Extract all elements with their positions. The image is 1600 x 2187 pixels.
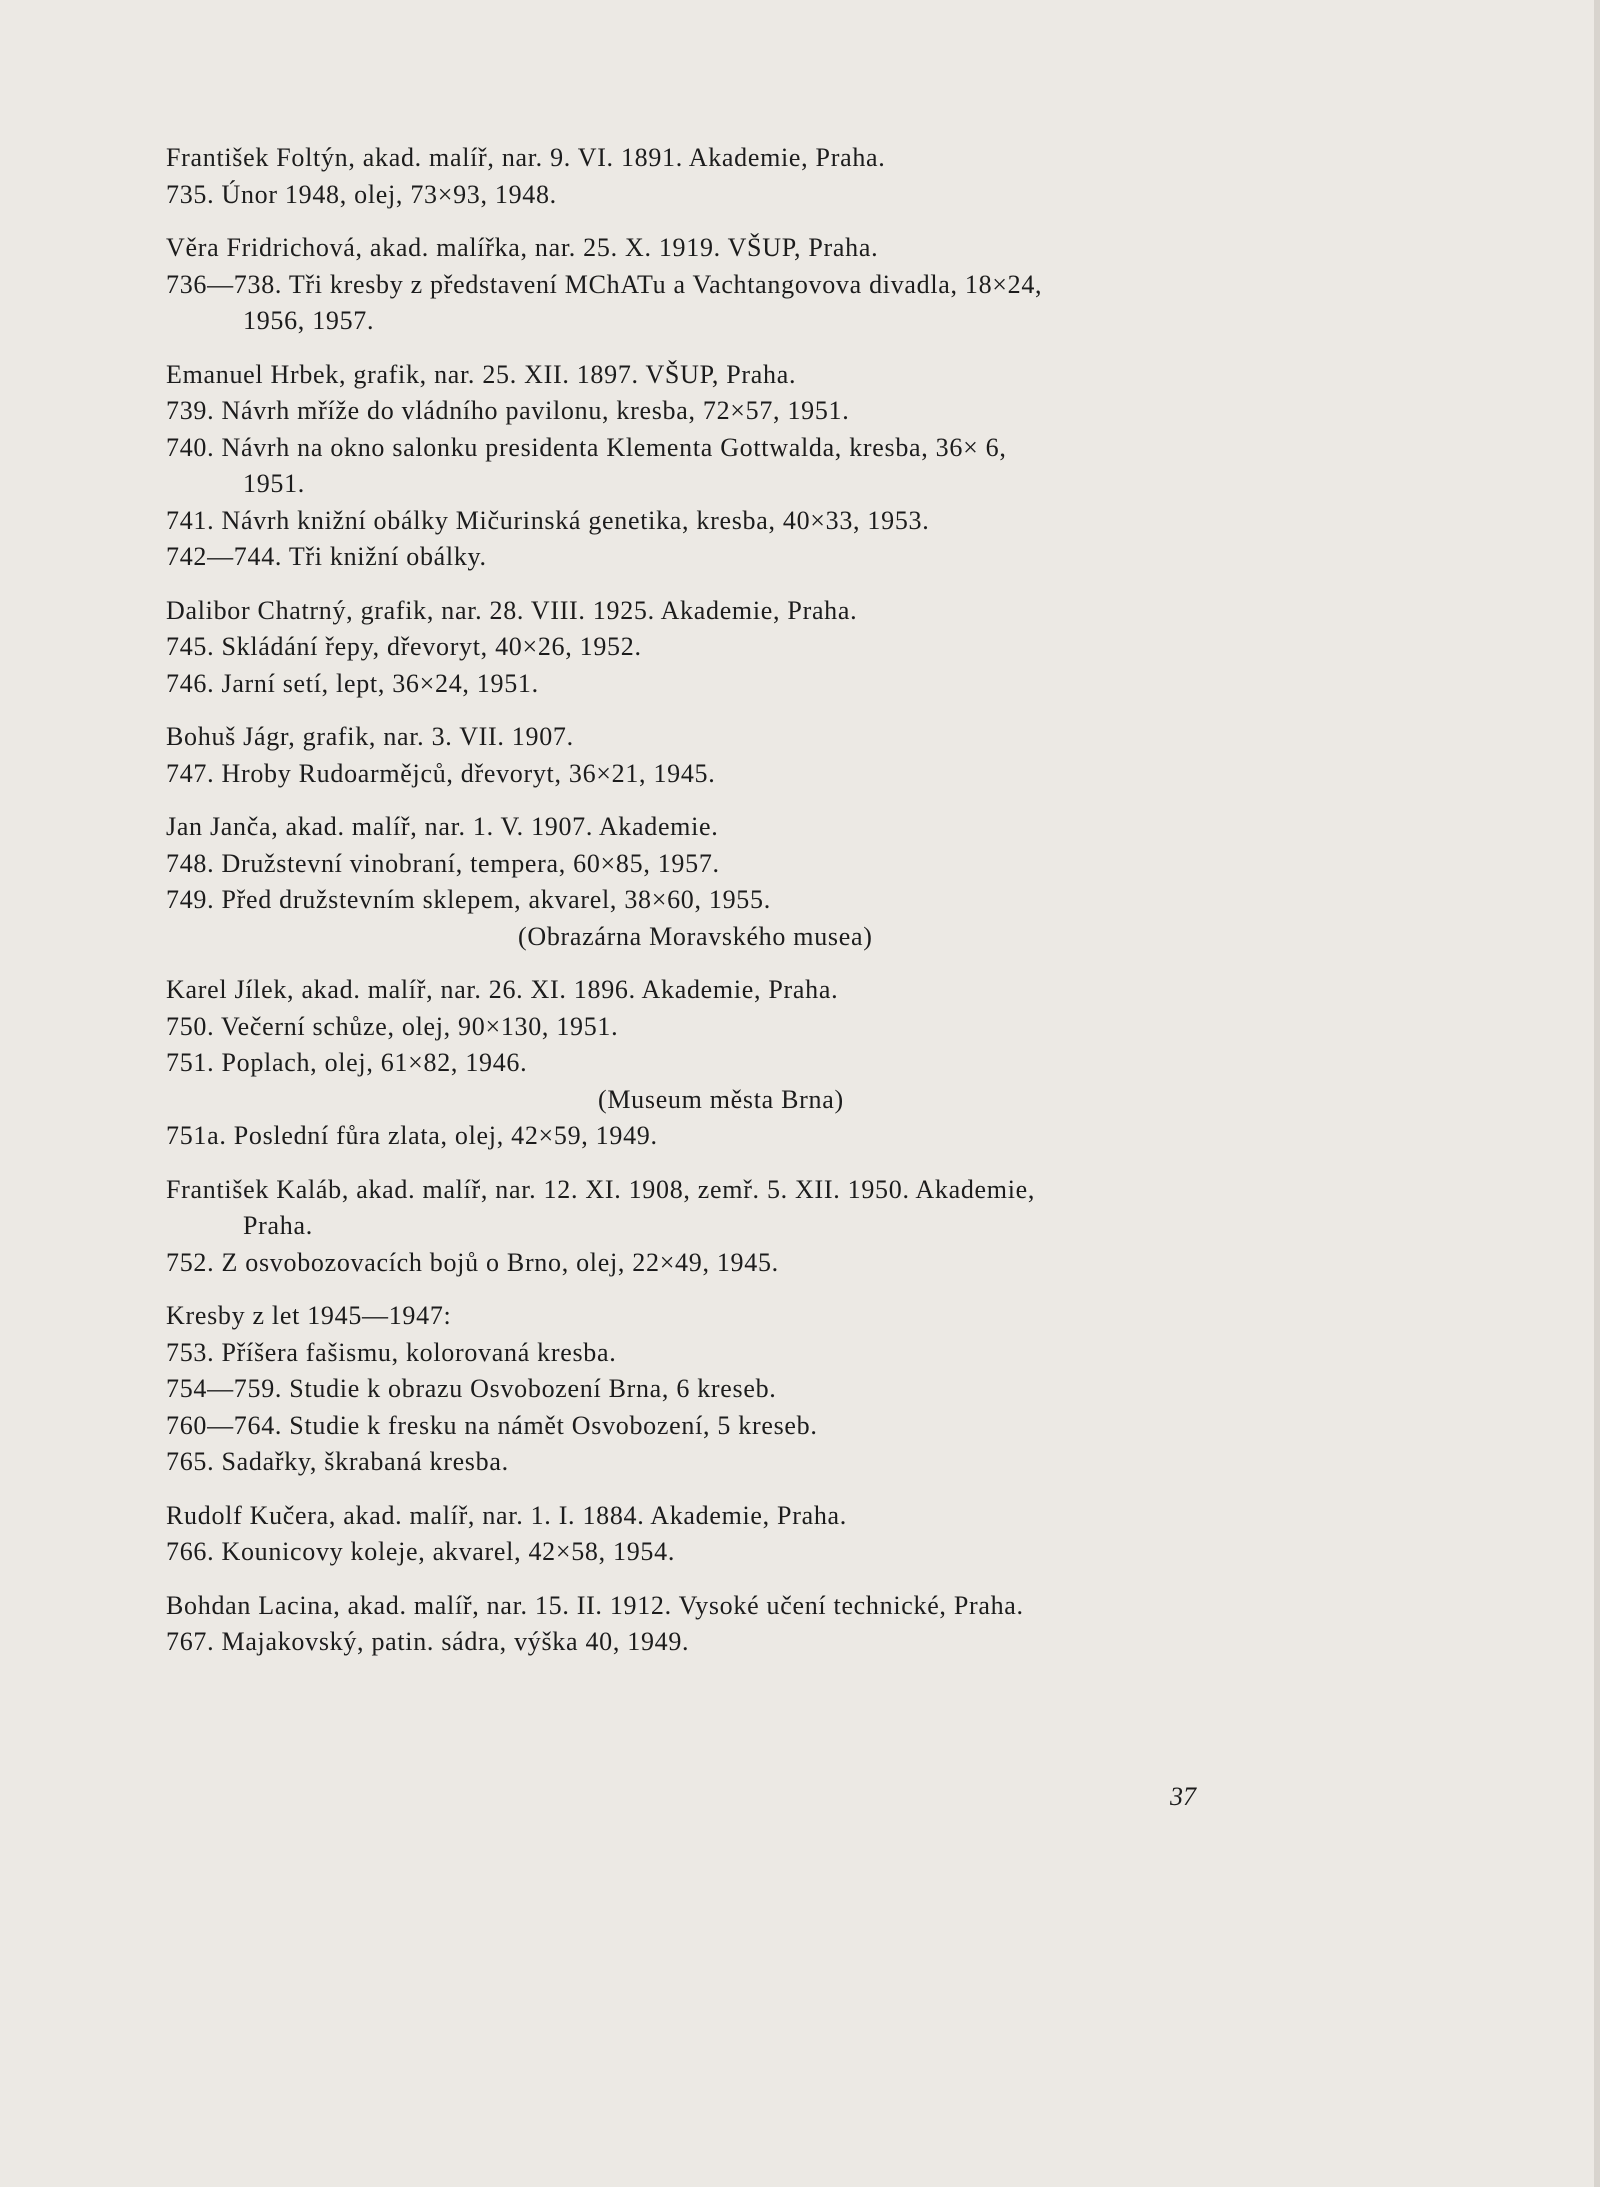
entry-748: 748. Družstevní vinobraní, tempera, 60×85, 1957. [166, 848, 720, 878]
artist-janca: Jan Janča, akad. malíř, nar. 1. V. 1907. Akademie. [166, 812, 719, 841]
entry-746: 746. Jarní setí, lept, 36×24, 1951. [166, 668, 539, 698]
entry-766: 766. Kounicovy koleje, akvarel, 42×58, 1954. [166, 1537, 676, 1566]
artist-jagr: Bohuš Jágr, grafik, nar. 3. VII. 1907. [166, 722, 574, 751]
entry-740-cont: 1951. [243, 469, 305, 498]
entry-736-738: 736—738. Tři kresby z představení MChATu a Vachtangovova divadla, 18×24, [166, 269, 1043, 299]
entry-741: 741. Návrh knižní obálky Mičurinská genetika, kresba, 40×33, 1953. [166, 505, 930, 535]
artist-lacina: Bohdan Lacina, akad. malíř, nar. 15. II. 1912. Vysoké učení technické, Praha. [166, 1590, 1024, 1620]
entry-750: 750. Večerní schůze, olej, 90×130, 1951. [166, 1011, 619, 1041]
entry-760-764: 760—764. Studie k fresku na námět Osvobození, 5 kreseb. [166, 1410, 818, 1440]
drawings-heading: Kresby z let 1945—1947: [166, 1301, 452, 1330]
entry-736-738-cont: 1956, 1957. [243, 306, 375, 335]
artist-kalab-cont: Praha. [243, 1211, 313, 1240]
entry-753: 753. Příšera fašismu, kolorovaná kresba. [166, 1337, 617, 1367]
artist-chatrny: Dalibor Chatrný, grafik, nar. 28. VIII. 1925. Akademie, Praha. [166, 595, 858, 625]
entry-751a: 751a. Poslední fůra zlata, olej, 42×59, 1949. [166, 1121, 658, 1150]
entry-765: 765. Sadařky, škrabaná kresba. [166, 1447, 509, 1476]
artist-hrbek: Emanuel Hrbek, grafik, nar. 25. XII. 1897. VŠUP, Praha. [166, 359, 797, 389]
entry-754-759: 754—759. Studie k obrazu Osvobození Brna, 6 kreseb. [166, 1374, 777, 1403]
collection-note-moravske-museum: (Obrazárna Moravského musea) [518, 921, 873, 951]
artist-foltyn: František Foltýn, akad. malíř, nar. 9. VI. 1891. Akademie, Praha. [166, 143, 886, 172]
page-number: 37 [1170, 1782, 1196, 1811]
entry-735: 735. Únor 1948, olej, 73×93, 1948. [166, 179, 557, 209]
entry-767: 767. Majakovský, patin. sádra, výška 40, 1949. [166, 1627, 690, 1656]
entry-742-744: 742—744. Tři knižní obálky. [166, 542, 487, 571]
catalog-text [166, 140, 1366, 1661]
entry-739: 739. Návrh mříže do vládního pavilonu, kresba, 72×57, 1951. [166, 396, 850, 425]
collection-note-museum-brna: (Museum města Brna) [598, 1084, 844, 1114]
entry-740: 740. Návrh na okno salonku presidenta Klementa Gottwalda, kresba, 36× 6, [166, 432, 1007, 462]
entry-745: 745. Skládání řepy, dřevoryt, 40×26, 1952. [166, 632, 642, 661]
entry-751: 751. Poplach, olej, 61×82, 1946. [166, 1048, 528, 1077]
entry-747: 747. Hroby Rudoarmějců, dřevoryt, 36×21, 1945. [166, 758, 716, 788]
artist-jilek: Karel Jílek, akad. malíř, nar. 26. XI. 1896. Akademie, Praha. [166, 975, 839, 1004]
page-edge-shadow [1594, 0, 1600, 2187]
entry-752: 752. Z osvobozovacích bojů o Brno, olej, 22×49, 1945. [166, 1247, 779, 1277]
artist-kucera: Rudolf Kučera, akad. malíř, nar. 1. I. 1884. Akademie, Praha. [166, 1500, 847, 1530]
artist-kalab: František Kaláb, akad. malíř, nar. 12. XI. 1908, zemř. 5. XII. 1950. Akademie, [166, 1174, 1036, 1204]
entry-749: 749. Před družstevním sklepem, akvarel, 38×60, 1955. [166, 885, 771, 914]
artist-fridrichova: Věra Fridrichová, akad. malířka, nar. 25. X. 1919. VŠUP, Praha. [166, 233, 879, 262]
